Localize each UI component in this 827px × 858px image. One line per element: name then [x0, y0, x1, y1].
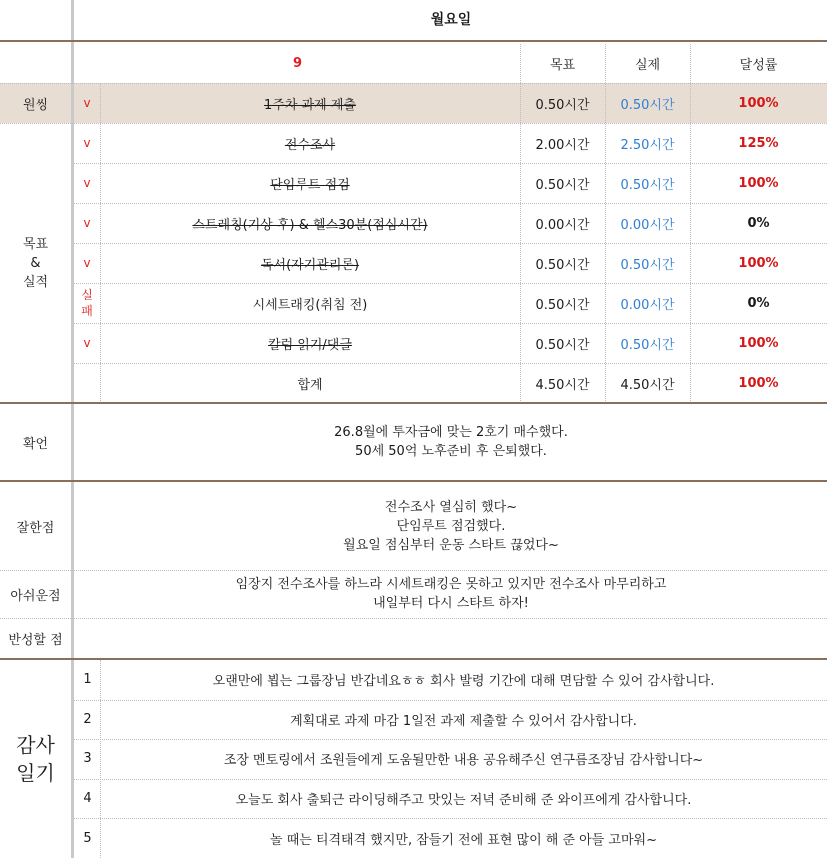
actual-hours: 2.50시간 — [620, 137, 675, 153]
achievement-rate: 100% — [738, 255, 779, 271]
gratitude-entry: 오랜만에 뵙는 그룹장님 반갑네요ㅎㅎ 회사 발령 기간에 대해 면담할 수 있어 감사합니다. — [212, 674, 715, 690]
total-rate: 100% — [738, 375, 779, 391]
actual-column-divider — [605, 44, 606, 403]
gratitude-number: 1 — [83, 672, 92, 688]
achievement-rate: 100% — [738, 175, 779, 191]
goal-column-header: 목표 — [549, 58, 576, 73]
column-header-divider — [0, 83, 827, 84]
goal-hours: 0.50시간 — [535, 177, 590, 193]
goal-hours: 0.00시간 — [535, 217, 590, 233]
goal-hours: 0.50시간 — [535, 97, 590, 113]
row-divider — [74, 363, 827, 364]
row-divider — [74, 163, 827, 164]
goal-column-divider — [520, 44, 521, 403]
task-label: 전수조사 — [284, 137, 336, 153]
affirmation-line: 26.8월에 투자금에 맞는 2호기 매수했다. — [334, 425, 568, 440]
reflection-divider — [0, 658, 827, 660]
goal-hours: 0.50시간 — [535, 257, 590, 273]
reflection-label: 반성할 점 — [8, 632, 63, 648]
onething-divider — [0, 123, 827, 124]
task-label: 독서(자기관리론) — [260, 257, 360, 273]
task-label: 칼럼 읽기/댓글 — [268, 337, 352, 353]
actual-hours: 0.50시간 — [620, 337, 675, 353]
task-label: 단임루트 점검 — [270, 177, 350, 193]
gratitude-number: 2 — [83, 711, 92, 727]
actual-hours: 0.00시간 — [620, 217, 675, 233]
gratitude-number-divider — [100, 660, 101, 858]
row-divider — [74, 323, 827, 324]
task-label: 스트레칭(기상 후) & 헬스30분(점심시간) — [192, 217, 428, 233]
actual-hours: 0.50시간 — [620, 257, 675, 273]
header-divider — [0, 40, 827, 42]
gratitude-entry: 조장 멘토링에서 조원들에게 도움될만한 내용 공유해주신 연구름조장님 감사합니다~ — [223, 753, 704, 769]
status-mark: v — [83, 136, 91, 150]
task-label: 시세트래킹(취침 전) — [252, 297, 368, 313]
gratitude-entry: 계획대로 과제 마감 1일전 과제 제출할 수 있어서 감사합니다. — [290, 713, 637, 729]
regrets-text — [75, 570, 827, 618]
status-mark: 실 패 — [81, 288, 93, 318]
total-actual: 4.50시간 — [620, 377, 675, 393]
affirmation-label: 확언 — [22, 436, 49, 452]
status-mark: v — [83, 176, 91, 190]
good-points-line: 월요일 점심부터 운동 스타트 끊었다~ — [343, 537, 559, 553]
status-mark: v — [83, 256, 91, 270]
actual-hours: 0.00시간 — [620, 297, 675, 313]
regrets-line: 임장지 전수조사를 하느라 시세트래킹은 못하고 있지만 전수조사 마무리하고 — [235, 577, 667, 592]
gratitude-entry: 놀 때는 티격태격 했지만, 잠들기 전에 표현 많이 해 준 아들 고마워~ — [270, 832, 657, 848]
regrets-line: 내일부터 다시 스타트 하자! — [373, 596, 529, 611]
achievement-rate: 0% — [747, 295, 770, 311]
gratitude-number: 3 — [83, 751, 92, 767]
actual-hours: 0.50시간 — [620, 97, 675, 113]
gratitude-entry: 오늘도 회사 출퇴근 라이딩해주고 맛있는 저녁 준비해 준 와이프에게 감사합니다. — [235, 793, 692, 809]
affirmation-divider — [0, 480, 827, 482]
achievement-rate: 125% — [738, 135, 779, 151]
status-mark: v — [83, 96, 91, 110]
task-label: 1주차 과제 제출 — [264, 97, 356, 113]
achievement-rate: 100% — [738, 95, 779, 111]
goal-hours: 0.50시간 — [535, 297, 590, 313]
row-divider — [74, 243, 827, 244]
actual-hours: 0.50시간 — [620, 177, 675, 193]
table-end-divider — [0, 402, 827, 404]
goal-hours: 0.50시간 — [535, 337, 590, 353]
affirmation-text — [75, 404, 827, 480]
good-points-label: 잘한점 — [16, 520, 55, 536]
rate-column-header: 달성률 — [739, 58, 778, 73]
affirmation-line: 50세 50억 노후준비 후 은퇴했다. — [355, 444, 547, 459]
total-label: 합계 — [297, 377, 323, 393]
gratitude-number: 4 — [83, 791, 92, 807]
good-points-line: 단임루트 점검했다. — [396, 518, 506, 534]
good-points-divider — [0, 570, 827, 571]
total-goal: 4.50시간 — [535, 377, 590, 393]
day-header: 월요일 — [430, 12, 472, 28]
good-points-line: 전수조사 열심히 했다~ — [384, 499, 518, 515]
left-column-divider — [71, 0, 74, 858]
rate-column-divider — [690, 44, 691, 403]
row-divider — [74, 283, 827, 284]
achievement-rate: 0% — [747, 215, 770, 231]
status-mark: v — [83, 336, 91, 350]
date-header: 9 — [292, 56, 303, 71]
status-mark: v — [83, 216, 91, 230]
achievement-rate: 100% — [738, 335, 779, 351]
actual-column-header: 실제 — [634, 58, 661, 73]
row-divider — [74, 203, 827, 204]
gratitude-label: 감사 일기 — [16, 733, 55, 785]
goal-hours: 2.00시간 — [535, 137, 590, 153]
onething-label: 원씽 — [22, 97, 49, 113]
good-points-text — [75, 482, 827, 570]
regrets-divider — [0, 618, 827, 619]
reflection-text[interactable] — [75, 618, 827, 658]
goals-section-label: 목표 & 실적 — [22, 236, 49, 290]
regrets-label: 아쉬운점 — [10, 588, 61, 604]
gratitude-number: 5 — [83, 830, 92, 846]
